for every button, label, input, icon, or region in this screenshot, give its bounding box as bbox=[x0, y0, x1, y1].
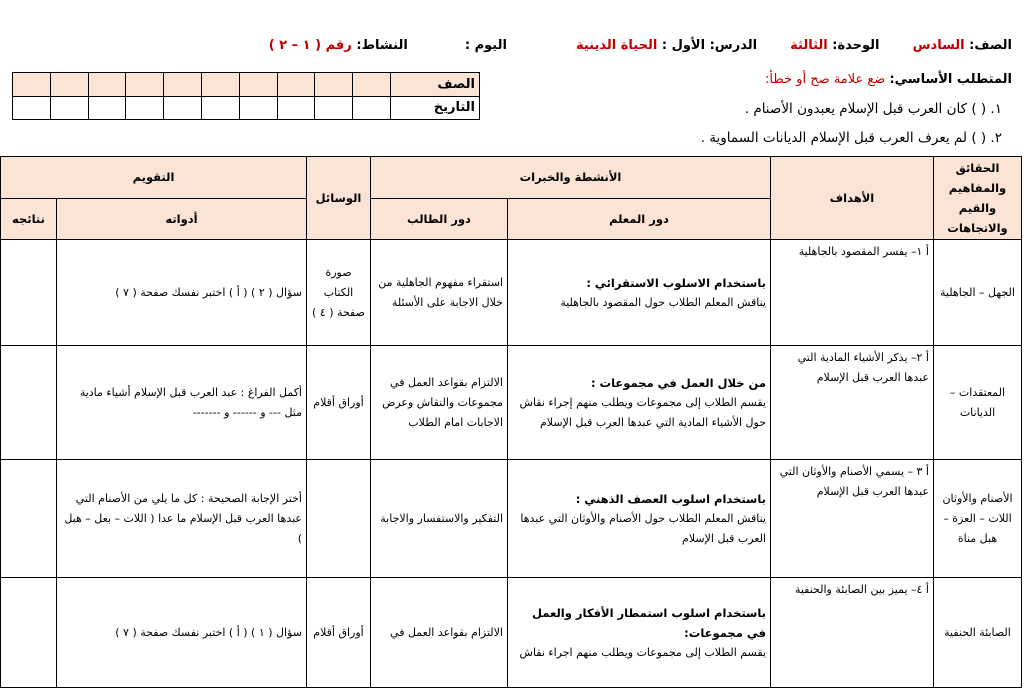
goal-cell: أ ٤– يميز بين الصابئة والحنفية bbox=[771, 578, 934, 688]
lesson-label: الدرس: الأول bbox=[671, 38, 758, 53]
teacher-cell bbox=[508, 578, 771, 688]
teacher-method-body: يقسم الطلاب إلى مجموعات ويطلب منهم اجراء نقاش bbox=[519, 645, 766, 659]
lesson-plan-table bbox=[0, 156, 1022, 688]
table-row bbox=[1, 460, 1022, 578]
table-row bbox=[1, 240, 1022, 346]
table-row bbox=[1, 578, 1022, 688]
header-evaluation: التقويم bbox=[1, 157, 307, 199]
prerequisite-label: المتطلب الأساسي: bbox=[889, 72, 1012, 87]
tools-cell: سؤال ( ١ ) ( أ ) اختبر نفسك صفحة ( ٧ ) bbox=[57, 578, 307, 688]
class-value: السادس bbox=[912, 38, 965, 53]
student-cell: الالتزام بقواعد العمل في bbox=[371, 578, 508, 688]
activity-label: النشاط: bbox=[356, 38, 408, 53]
means-cell: صورة الكتاب صفحة ( ٤ ) bbox=[307, 240, 371, 346]
grid-date-label: التاريخ bbox=[391, 96, 480, 120]
grid-cell[interactable] bbox=[88, 73, 126, 97]
day-label: اليوم : bbox=[464, 38, 507, 53]
facts-cell: المعتقدات – الديانات bbox=[934, 346, 1022, 460]
means-cell: أوراق أقلام bbox=[307, 346, 371, 460]
class-label: الصف: bbox=[969, 38, 1012, 53]
grid-cell[interactable] bbox=[239, 96, 277, 120]
grid-cell[interactable] bbox=[164, 73, 202, 97]
results-cell bbox=[1, 346, 57, 460]
grid-cell[interactable] bbox=[50, 73, 88, 97]
teacher-method-title: باستخدام اسلوب العصف الذهني : bbox=[575, 491, 766, 506]
student-cell: الالتزام بقواعد العمل في مجموعات والنقاش وعرض الاجابات امام الطلاب bbox=[371, 346, 508, 460]
header-tools: أدواته bbox=[57, 198, 307, 240]
grid-cell[interactable] bbox=[126, 73, 164, 97]
student-cell: التفكير والاستفسار والاجابة bbox=[371, 460, 508, 578]
grid-cell[interactable] bbox=[353, 96, 391, 120]
teacher-cell bbox=[508, 240, 771, 346]
student-cell: استقراء مفهوم الجاهلية من خلال الاجابة على الأسئلة bbox=[371, 240, 508, 346]
unit-label: الوحدة: bbox=[832, 38, 880, 53]
means-cell bbox=[307, 460, 371, 578]
facts-cell: الأصنام والأوثان اللات – العزة – هبل مناة bbox=[934, 460, 1022, 578]
grid-cell[interactable] bbox=[202, 96, 240, 120]
teacher-cell bbox=[508, 460, 771, 578]
teacher-cell bbox=[508, 346, 771, 460]
tools-cell: سؤال ( ٢ ) ( أ ) اختبر نفسك صفحة ( ٧ ) bbox=[57, 240, 307, 346]
results-cell bbox=[1, 240, 57, 346]
activity-value: رقم ( ١ – ٢ ) bbox=[268, 38, 352, 53]
results-cell bbox=[1, 460, 57, 578]
results-cell bbox=[1, 578, 57, 688]
teacher-method-title: من خلال العمل في مجموعات : bbox=[590, 375, 766, 390]
grid-cell[interactable] bbox=[13, 73, 51, 97]
grid-cell[interactable] bbox=[353, 73, 391, 97]
goal-cell: أ ٢– يذكر الأشياء المادية التي عبدها العرب قبل الإسلام bbox=[771, 346, 934, 460]
teacher-method-title: باستخدام الاسلوب الاستقرائي : bbox=[586, 275, 766, 290]
prerequisite-row bbox=[765, 72, 1012, 87]
grid-cell[interactable] bbox=[164, 96, 202, 120]
goal-cell: أ ٣ – يسمي الأصنام والأوثان التي عبدها العرب قبل الإسلام bbox=[771, 460, 934, 578]
grid-class-label: الصف bbox=[391, 73, 480, 97]
teacher-method-body: يقسم الطلاب إلى مجموعات ويطلب منهم إجراء نقاش حول الأشياء المادية التي عبدها العرب قبل الإسلام bbox=[519, 395, 766, 429]
teacher-method-body: يناقش المعلم الطلاب حول المقصود بالجاهلية bbox=[560, 295, 766, 309]
grid-cell[interactable] bbox=[126, 96, 164, 120]
teacher-method-title: باستخدام اسلوب استمطار الأفكار والعمل في مجموعات: bbox=[532, 605, 766, 640]
header-goals: الأهداف bbox=[771, 157, 934, 240]
goal-cell: أ ١– يفسر المقصود بالجاهلية bbox=[771, 240, 934, 346]
header-means: الوسائل bbox=[307, 157, 371, 240]
table-row bbox=[1, 346, 1022, 460]
grid-cell[interactable] bbox=[315, 96, 353, 120]
grid-cell[interactable] bbox=[239, 73, 277, 97]
header-results: نتائجه bbox=[1, 198, 57, 240]
means-cell: أوراق أقلام bbox=[307, 578, 371, 688]
grid-cell[interactable] bbox=[315, 73, 353, 97]
facts-cell: الصابئة الحنفية bbox=[934, 578, 1022, 688]
teacher-method-body: يناقش المعلم الطلاب حول الأصنام والأوثان التي عبدها العرب قبل الإسلام bbox=[520, 511, 766, 545]
grid-cell[interactable] bbox=[202, 73, 240, 97]
tools-cell: أختر الإجابة الصحيحة : كل ما يلي من الأصنام التي عبدها العرب قبل الإسلام ما عدا ( اللات – بعل – هبل ) bbox=[57, 460, 307, 578]
header-activities: الأنشطة والخبرات bbox=[371, 157, 771, 199]
lesson-value: الحياة الدينية bbox=[575, 38, 658, 53]
header-facts: الحقائق والمفاهيم والقيم والاتجاهات bbox=[934, 157, 1022, 240]
grid-cell[interactable] bbox=[88, 96, 126, 120]
lesson-sep: : bbox=[661, 38, 668, 53]
grid-cell[interactable] bbox=[277, 73, 315, 97]
class-date-grid bbox=[12, 72, 480, 120]
lesson-info-row bbox=[269, 38, 1012, 53]
facts-cell: الجهل – الجاهلية bbox=[934, 240, 1022, 346]
header-student: دور الطالب bbox=[371, 198, 508, 240]
question-2: ٢. ( ) لم يعرف العرب قبل الإسلام الديانات السماوية . bbox=[700, 130, 1002, 146]
question-1: ١. ( ) كان العرب قبل الإسلام يعبدون الأصنام . bbox=[744, 101, 1002, 117]
header-teacher: دور المعلم bbox=[508, 198, 771, 240]
prerequisite-instruction: ضع علامة صح أو خطأ: bbox=[765, 72, 886, 87]
unit-value: الثالثة bbox=[790, 38, 828, 53]
grid-cell[interactable] bbox=[277, 96, 315, 120]
grid-cell[interactable] bbox=[50, 96, 88, 120]
tools-cell: أكمل الفراغ : عبد العرب قبل الإسلام أشياء مادية مثل --- و ------ و ------- bbox=[57, 346, 307, 460]
grid-cell[interactable] bbox=[13, 96, 51, 120]
